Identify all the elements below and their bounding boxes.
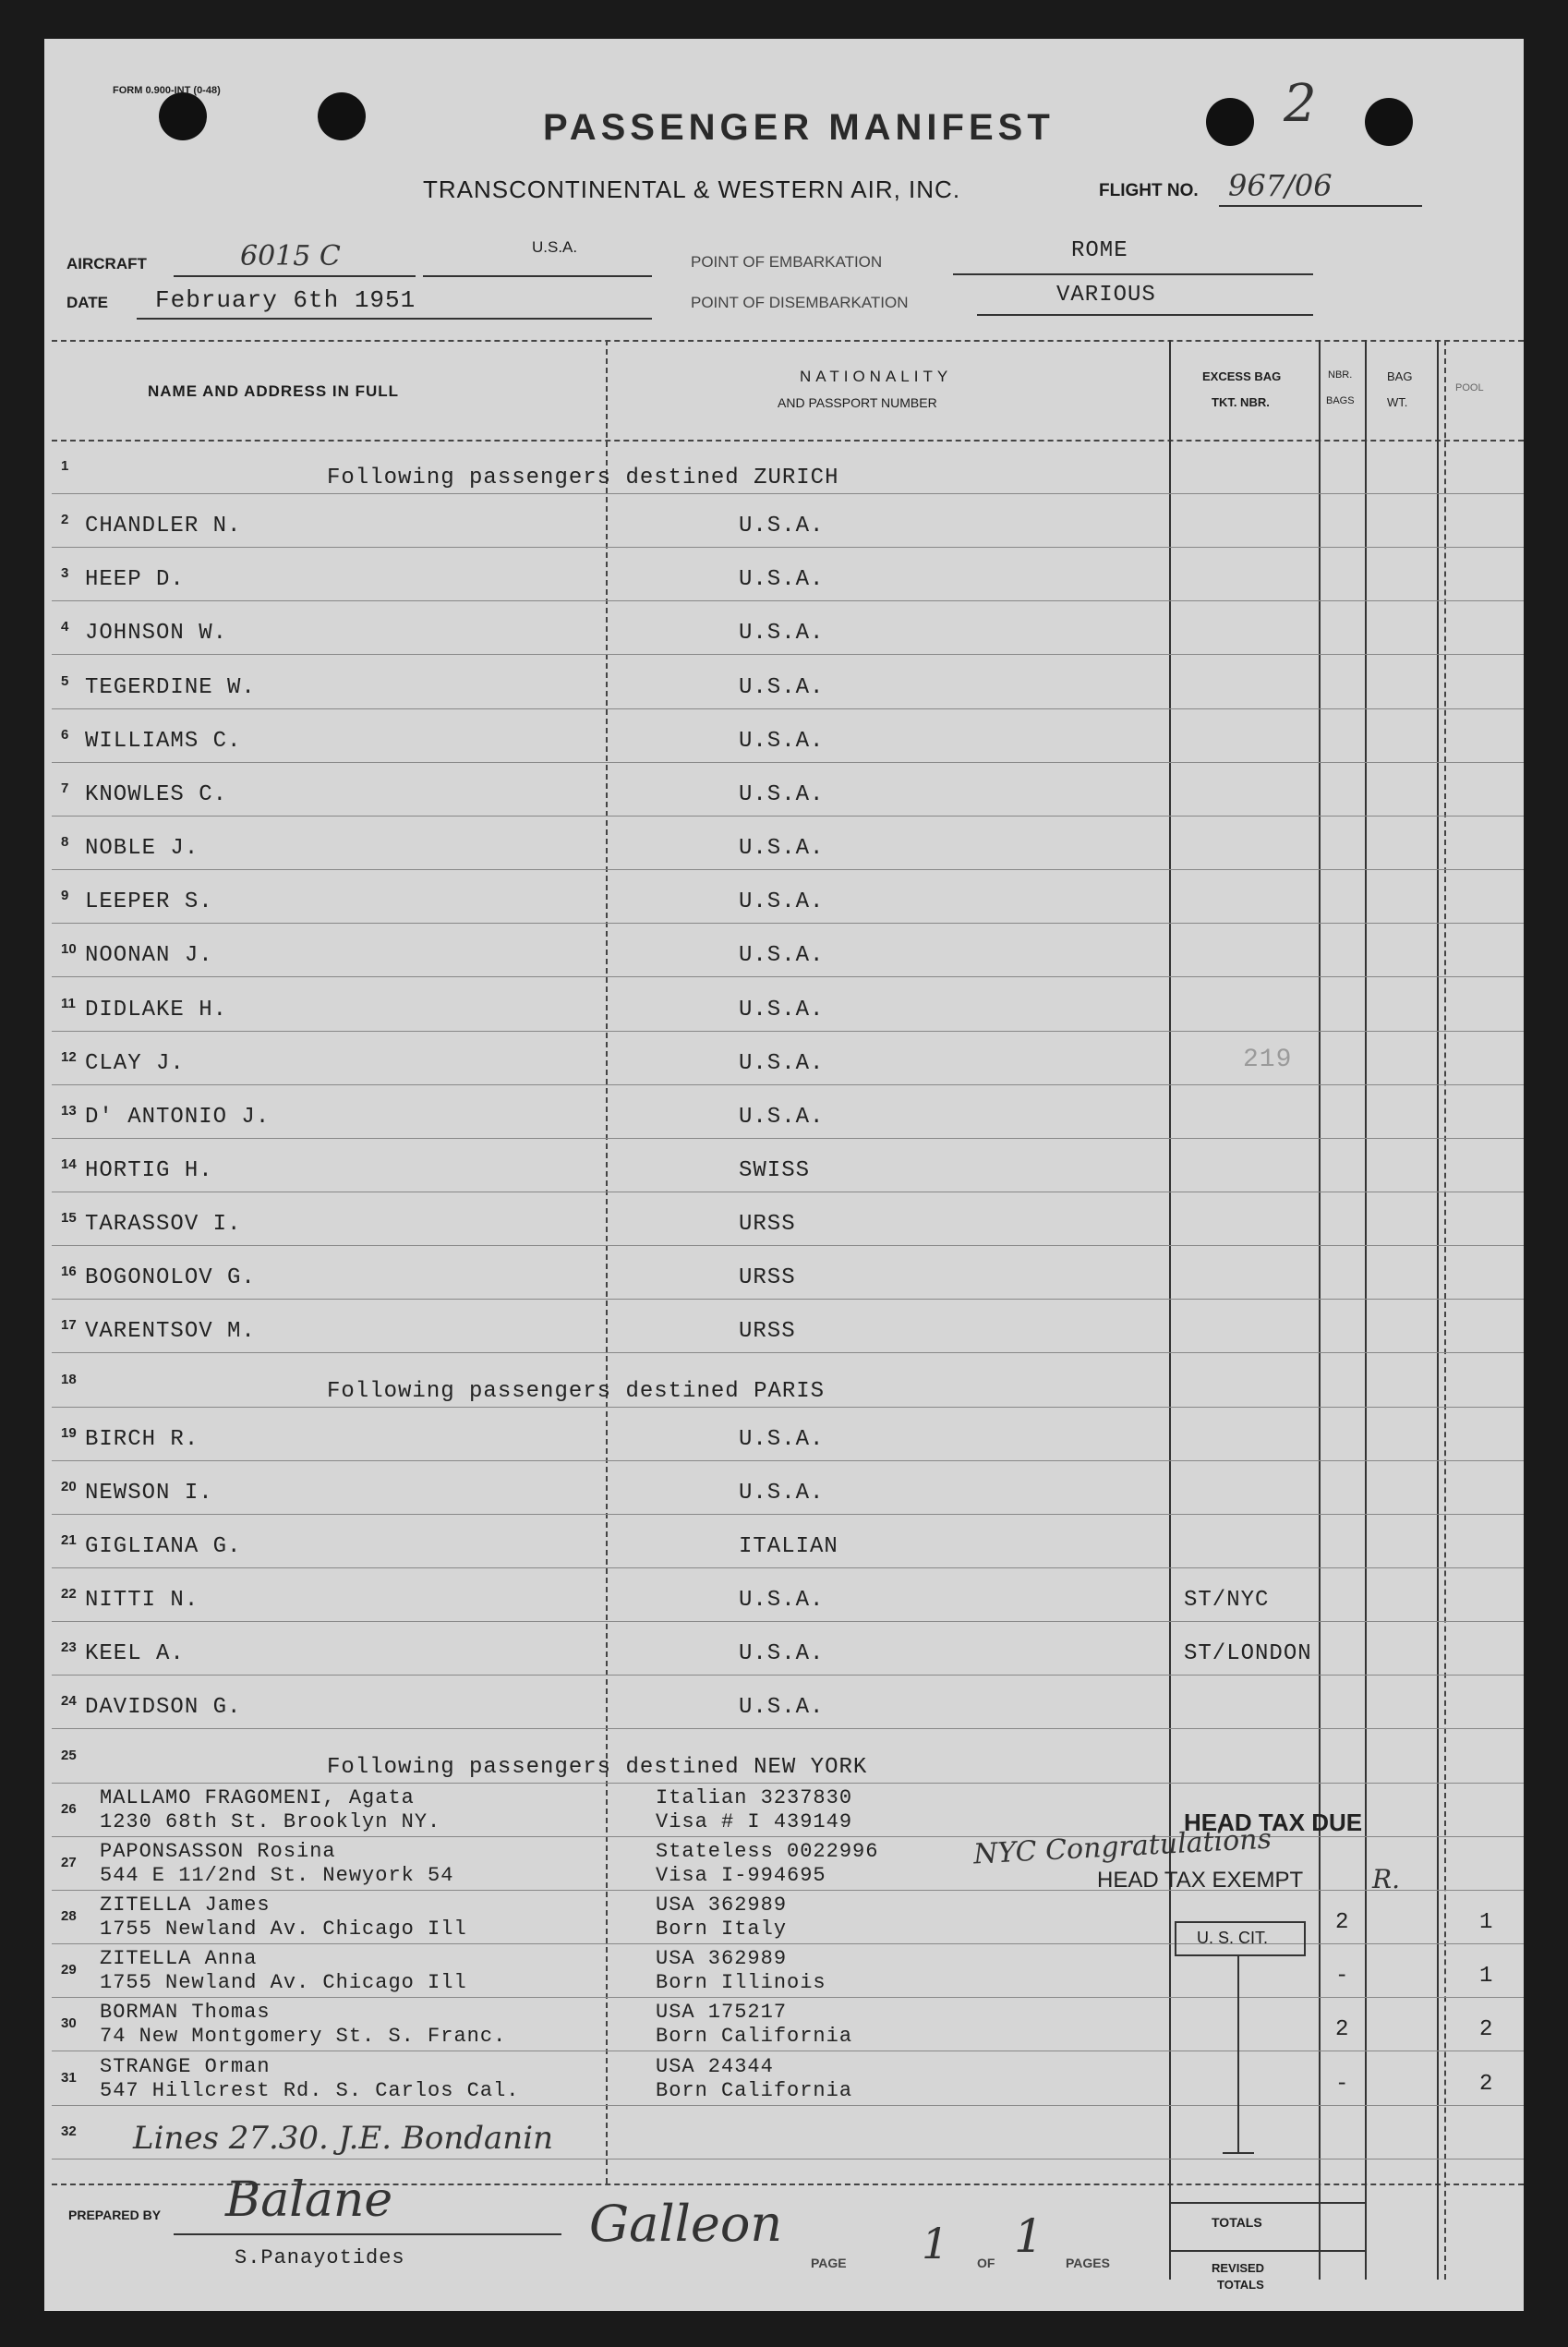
row-divider xyxy=(52,1299,1524,1300)
passport-line-1: USA 24344 xyxy=(656,2055,774,2078)
passenger-name: D' ANTONIO J. xyxy=(85,1105,271,1130)
row-number: 10 xyxy=(61,941,77,957)
nationality: U.S.A. xyxy=(739,1051,825,1076)
passenger-name: HEEP D. xyxy=(85,567,185,592)
excess-col-divider-left xyxy=(1169,340,1171,2280)
nationality: U.S.A. xyxy=(739,1588,825,1613)
row-divider xyxy=(52,654,1524,655)
row-divider xyxy=(52,1514,1524,1515)
nationality: URSS xyxy=(739,1212,796,1237)
punch-hole-right-1 xyxy=(1206,98,1254,146)
of-label: OF xyxy=(977,2256,995,2270)
col-header-nbr: NBR. xyxy=(1328,369,1353,381)
passenger-name: GIGLIANA G. xyxy=(85,1534,242,1559)
row-number: 16 xyxy=(61,1264,77,1279)
col-header-excess: EXCESS BAG xyxy=(1202,369,1282,383)
col-header-wt: WT. xyxy=(1387,395,1408,409)
faint-number: 219 xyxy=(1243,1046,1293,1074)
row-number: 30 xyxy=(61,2015,77,2031)
nationality: U.S.A. xyxy=(739,836,825,861)
corner-page-mark: 2 xyxy=(1284,74,1317,134)
passenger-name: DIDLAKE H. xyxy=(85,998,228,1022)
row-number: 31 xyxy=(61,2070,77,2086)
passport-line-1: USA 175217 xyxy=(656,2001,788,2024)
header-bottom-border xyxy=(52,440,1524,442)
passenger-name: LEEPER S. xyxy=(85,889,213,914)
manifest-page xyxy=(44,39,1524,2311)
passenger-name: HORTIG H. xyxy=(85,1158,213,1183)
col-header-passport: AND PASSPORT NUMBER xyxy=(778,395,937,410)
row-divider xyxy=(52,1460,1524,1461)
passport-line-1: Stateless 0022996 xyxy=(656,1840,879,1863)
passenger-address: 544 E 11/2nd St. Newyork 54 xyxy=(100,1864,454,1887)
country-label: U.S.A. xyxy=(532,238,578,256)
row-number: 26 xyxy=(61,1801,77,1817)
flight-underline xyxy=(1219,205,1422,207)
section-heading: Following passengers destined PARIS xyxy=(327,1379,826,1404)
row-number: 9 xyxy=(61,888,69,903)
row-number: 8 xyxy=(61,834,69,850)
passenger-name: CLAY J. xyxy=(85,1051,185,1076)
row-number: 15 xyxy=(61,1210,77,1226)
row-number: 19 xyxy=(61,1425,77,1441)
head-tax-exempt: HEAD TAX EXEMPT xyxy=(1097,1868,1304,1893)
us-cit-label: U. S. CIT. xyxy=(1197,1929,1269,1947)
passport-line-1: USA 362989 xyxy=(656,1947,788,1970)
row-divider xyxy=(52,869,1524,870)
row-number: 20 xyxy=(61,1479,77,1494)
company-name: TRANSCONTINENTAL & WESTERN AIR, INC. xyxy=(423,175,961,203)
punch-hole-left-2 xyxy=(318,92,366,140)
bag-count: 2 xyxy=(1335,1910,1350,1935)
row-divider xyxy=(52,708,1524,709)
passport-line-1: Italian 3237830 xyxy=(656,1786,853,1809)
prepared-by-label: PREPARED BY xyxy=(68,2208,162,2222)
passenger-name: ZITELLA James xyxy=(100,1893,271,1917)
signature-balane: Balane xyxy=(225,2172,393,2228)
row-divider xyxy=(52,1084,1524,1085)
page-label: PAGE xyxy=(811,2256,847,2270)
bags-col-divider xyxy=(1365,340,1367,2280)
row-divider xyxy=(52,1621,1524,1622)
disembark-value: VARIOUS xyxy=(1056,283,1156,308)
passenger-name: STRANGE Orman xyxy=(100,2055,271,2078)
nationality: URSS xyxy=(739,1319,796,1344)
pool-col-divider xyxy=(1444,340,1446,2280)
row-number: 21 xyxy=(61,1532,77,1548)
row-number: 1 xyxy=(61,458,69,474)
passenger-name: BOGONOLOV G. xyxy=(85,1265,256,1290)
row-divider xyxy=(52,2105,1524,2106)
us-cit-bracket xyxy=(1237,1954,1239,2152)
row-number: 25 xyxy=(61,1748,77,1763)
row-divider xyxy=(52,923,1524,924)
nationality: U.S.A. xyxy=(739,889,825,914)
nationality: U.S.A. xyxy=(739,621,825,646)
aircraft-underline xyxy=(174,275,416,277)
name-col-divider xyxy=(606,340,608,2184)
row-number: 4 xyxy=(61,619,69,635)
excess-bag-ticket: ST/NYC xyxy=(1184,1588,1270,1613)
pool-count: 2 xyxy=(1479,2072,1494,2097)
passenger-name: TEGERDINE W. xyxy=(85,675,256,700)
passport-line-2: Born Italy xyxy=(656,1918,788,1941)
passport-line-1: USA 362989 xyxy=(656,1893,788,1917)
row-number: 17 xyxy=(61,1317,77,1333)
row-number: 13 xyxy=(61,1103,77,1119)
manifest-date: February 6th 1951 xyxy=(155,286,416,314)
row-divider xyxy=(52,762,1524,763)
nationality: U.S.A. xyxy=(739,1481,825,1506)
col-header-bag: BAG xyxy=(1387,369,1413,383)
row-divider xyxy=(52,1138,1524,1139)
bag-count: - xyxy=(1335,2072,1350,2097)
row-number: 18 xyxy=(61,1372,77,1387)
passport-line-2: Born California xyxy=(656,2025,853,2048)
row-number: 2 xyxy=(61,512,69,527)
passenger-name: CHANDLER N. xyxy=(85,514,242,538)
passport-line-2: Born Illinois xyxy=(656,1971,826,1994)
nationality: U.S.A. xyxy=(739,1641,825,1666)
section-heading: Following passengers destined NEW YORK xyxy=(327,1755,868,1780)
passenger-name: NEWSON I. xyxy=(85,1481,213,1506)
preparer-name: S.Panayotides xyxy=(235,2246,405,2269)
bagwt-col-divider xyxy=(1437,340,1439,2280)
row-number: 12 xyxy=(61,1049,77,1065)
table-top-border xyxy=(52,340,1524,342)
row-divider xyxy=(52,1567,1524,1568)
form-code: FORM 0.900-INT (0-48) xyxy=(113,85,221,96)
head-tax-due: HEAD TAX DUE xyxy=(1184,1809,1363,1836)
nationality: U.S.A. xyxy=(739,943,825,968)
row-divider xyxy=(52,976,1524,977)
date-label: DATE xyxy=(66,294,109,311)
passenger-name: DAVIDSON G. xyxy=(85,1695,242,1720)
row-number: 22 xyxy=(61,1586,77,1602)
nationality: U.S.A. xyxy=(739,675,825,700)
revised-totals-label: TOTALS xyxy=(1217,2278,1264,2292)
pages-label: PAGES xyxy=(1066,2256,1110,2270)
nationality: U.S.A. xyxy=(739,567,825,592)
passport-line-2: Born California xyxy=(656,2079,853,2102)
passenger-name: PAPONSASSON Rosina xyxy=(100,1840,336,1863)
passenger-name: NITTI N. xyxy=(85,1588,199,1613)
embark-label: POINT OF EMBARKATION xyxy=(691,253,883,271)
aircraft-label: AIRCRAFT xyxy=(66,255,147,272)
signature-galleon: Galleon xyxy=(589,2195,783,2253)
row-number: 5 xyxy=(61,673,69,689)
passenger-address: 547 Hillcrest Rd. S. Carlos Cal. xyxy=(100,2079,520,2102)
manifest-title: PASSENGER MANIFEST xyxy=(543,107,1055,148)
flight-number: 967/06 xyxy=(1228,168,1333,203)
totals-row-bottom xyxy=(1169,2250,1365,2252)
aircraft-number: 6015 C xyxy=(240,240,341,272)
row-divider xyxy=(52,1675,1524,1676)
row-divider xyxy=(52,547,1524,548)
row-divider xyxy=(52,1407,1524,1408)
passenger-name: KNOWLES C. xyxy=(85,782,228,807)
row-number: 7 xyxy=(61,780,69,796)
bag-count: 2 xyxy=(1335,2017,1350,2042)
row-number: 32 xyxy=(61,2123,77,2139)
row-divider xyxy=(52,1245,1524,1246)
nyc-congratulations-note: NYC Congratulations xyxy=(972,1822,1272,1871)
country-underline xyxy=(423,275,652,277)
row-divider xyxy=(52,493,1524,494)
revised-label: REVISED xyxy=(1212,2261,1265,2275)
passenger-name: WILLIAMS C. xyxy=(85,729,242,754)
passenger-name: BORMAN Thomas xyxy=(100,2001,271,2024)
row-number: 6 xyxy=(61,727,69,743)
pool-count: 1 xyxy=(1479,1910,1494,1935)
row-number: 23 xyxy=(61,1639,77,1655)
row-number: 14 xyxy=(61,1156,77,1172)
pool-count: 2 xyxy=(1479,2017,1494,2042)
totals-label: TOTALS xyxy=(1212,2215,1262,2230)
nationality: U.S.A. xyxy=(739,1695,825,1720)
pool-count: 1 xyxy=(1479,1964,1494,1989)
passenger-address: 74 New Montgomery St. S. Franc. xyxy=(100,2025,507,2048)
section-heading: Following passengers destined ZURICH xyxy=(327,466,839,490)
embark-value: ROME xyxy=(1071,238,1128,263)
nationality: U.S.A. xyxy=(739,729,825,754)
disembark-label: POINT OF DISEMBARKATION xyxy=(691,294,909,311)
row-number: 29 xyxy=(61,1962,77,1978)
passenger-address: 1755 Newland Av. Chicago Ill xyxy=(100,1971,467,1994)
row-number: 28 xyxy=(61,1908,77,1924)
margin-note: R. xyxy=(1372,1864,1400,1894)
page-number: 1 xyxy=(922,2219,949,2268)
passenger-address: 1230 68th St. Brooklyn NY. xyxy=(100,1810,441,1833)
row-divider xyxy=(52,816,1524,817)
disembark-underline xyxy=(977,314,1313,316)
row-divider xyxy=(52,600,1524,601)
row-divider xyxy=(52,1728,1524,1729)
passport-line-2: Visa # I 439149 xyxy=(656,1810,853,1833)
row-number: 27 xyxy=(61,1855,77,1870)
punch-hole-left-1 xyxy=(159,92,207,140)
embark-underline xyxy=(953,273,1313,275)
passenger-name: KEEL A. xyxy=(85,1641,185,1666)
row-number: 3 xyxy=(61,565,69,581)
handwritten-lines-note: Lines 27.30. J.E. Bondanin xyxy=(133,2120,553,2157)
passenger-name: MALLAMO FRAGOMENI, Agata xyxy=(100,1786,415,1809)
prepared-underline xyxy=(174,2233,561,2235)
passport-line-2: Visa I-994695 xyxy=(656,1864,826,1887)
of-number: 1 xyxy=(1014,2209,1043,2263)
col-header-name: NAME AND ADDRESS IN FULL xyxy=(148,382,400,400)
col-header-nationality: NATIONALITY xyxy=(800,368,953,385)
nationality: U.S.A. xyxy=(739,1105,825,1130)
row-number: 11 xyxy=(61,996,76,1011)
row-number: 24 xyxy=(61,1693,77,1709)
row-divider xyxy=(52,1031,1524,1032)
passenger-name: BIRCH R. xyxy=(85,1427,199,1452)
nationality: ITALIAN xyxy=(739,1534,838,1559)
totals-row-top xyxy=(1169,2202,1365,2204)
bag-count: - xyxy=(1335,1964,1350,1989)
nationality: U.S.A. xyxy=(739,514,825,538)
col-header-bags: BAGS xyxy=(1326,395,1355,406)
row-divider xyxy=(52,1352,1524,1353)
row-divider xyxy=(52,1997,1524,1998)
col-header-pool: POOL xyxy=(1455,382,1484,393)
passenger-address: 1755 Newland Av. Chicago Ill xyxy=(100,1918,467,1941)
passenger-name: JOHNSON W. xyxy=(85,621,228,646)
date-underline xyxy=(137,318,652,320)
nationality: U.S.A. xyxy=(739,998,825,1022)
flight-label: FLIGHT NO. xyxy=(1099,181,1199,200)
row-divider xyxy=(52,1783,1524,1784)
nationality: URSS xyxy=(739,1265,796,1290)
nationality: U.S.A. xyxy=(739,1427,825,1452)
passenger-name: NOONAN J. xyxy=(85,943,213,968)
excess-bag-ticket: ST/LONDON xyxy=(1184,1641,1312,1666)
passenger-name: TARASSOV I. xyxy=(85,1212,242,1237)
punch-hole-right-2 xyxy=(1365,98,1413,146)
passenger-name: VARENTSOV M. xyxy=(85,1319,256,1344)
col-header-ticket: TKT. NBR. xyxy=(1212,395,1270,409)
passenger-name: NOBLE J. xyxy=(85,836,199,861)
nationality: U.S.A. xyxy=(739,782,825,807)
passenger-name: ZITELLA Anna xyxy=(100,1947,258,1970)
us-cit-bracket-foot xyxy=(1223,2152,1254,2154)
excess-col-divider-right xyxy=(1319,340,1321,2280)
nationality: SWISS xyxy=(739,1158,811,1183)
